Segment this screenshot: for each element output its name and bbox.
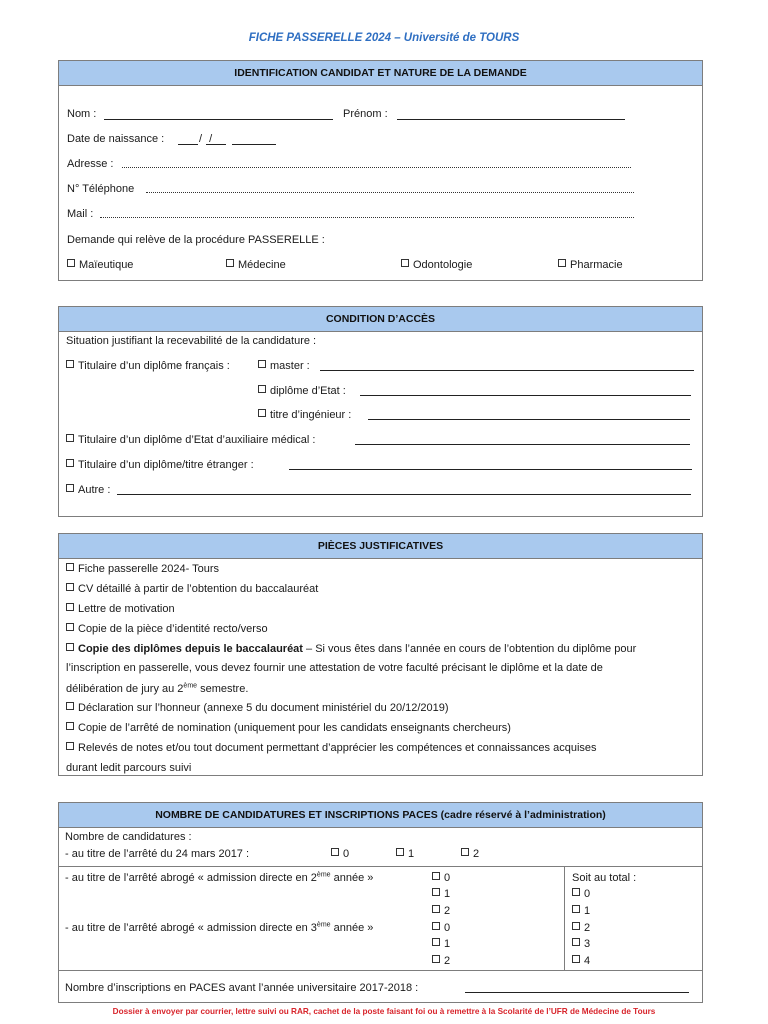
- option-maieutique[interactable]: Maïeutique: [67, 258, 133, 272]
- date-day-field[interactable]: [178, 144, 198, 145]
- master-option[interactable]: master :: [258, 359, 310, 373]
- autre-option[interactable]: Autre :: [66, 483, 110, 497]
- checkbox-icon[interactable]: [66, 434, 74, 442]
- checkbox-icon[interactable]: [66, 623, 74, 631]
- checkbox-icon[interactable]: [432, 905, 440, 913]
- piece-item[interactable]: Lettre de motivation: [66, 602, 175, 616]
- total-option-2[interactable]: 2: [572, 921, 590, 935]
- prenom-label: Prénom :: [343, 108, 388, 120]
- telephone-field[interactable]: [146, 192, 634, 193]
- piece-item[interactable]: Déclaration sur l’honneur (annexe 5 du document ministériel du 20/12/2019): [66, 701, 449, 715]
- checkbox-icon[interactable]: [432, 872, 440, 880]
- abroge-3e-label: - au titre de l’arrêté abrogé « admission directe en 3ème année »: [65, 921, 374, 934]
- section-header: CONDITION D’ACCÈS: [59, 307, 702, 332]
- checkbox-icon[interactable]: [258, 409, 266, 417]
- checkbox-icon[interactable]: [66, 603, 74, 611]
- abroge-3e-option-0[interactable]: 0: [432, 921, 450, 935]
- titre-ingenieur-field[interactable]: [368, 419, 690, 420]
- mail-field[interactable]: [100, 217, 634, 218]
- checkbox-icon[interactable]: [432, 888, 440, 896]
- abroge-2e-option-2[interactable]: 2: [432, 904, 450, 918]
- checkbox-icon[interactable]: [258, 360, 266, 368]
- checkbox-icon[interactable]: [258, 385, 266, 393]
- abroge-2e-option-0[interactable]: 0: [432, 871, 450, 885]
- nom-label: Nom :: [67, 108, 97, 120]
- checkbox-icon[interactable]: [572, 938, 580, 946]
- abroge-3e-option-2[interactable]: 2: [432, 954, 450, 968]
- checkbox-icon[interactable]: [331, 848, 339, 856]
- auxiliaire-field[interactable]: [355, 444, 690, 445]
- piece-item-diplomes-line3: délibération de jury au 2ème semestre.: [66, 682, 249, 695]
- checkbox-icon[interactable]: [432, 922, 440, 930]
- checkbox-icon[interactable]: [66, 459, 74, 467]
- telephone-label: N° Téléphone: [67, 183, 135, 195]
- date-separators: / /: [199, 133, 215, 145]
- adresse-field[interactable]: [122, 167, 631, 168]
- paces-field[interactable]: [465, 992, 689, 993]
- identification-section: [58, 60, 703, 281]
- checkbox-icon[interactable]: [66, 742, 74, 750]
- section-header: IDENTIFICATION CANDIDAT ET NATURE DE LA DEMANDE: [59, 61, 702, 86]
- diplome-etat-option[interactable]: diplôme d’Etat :: [258, 384, 346, 398]
- master-field[interactable]: [320, 370, 694, 371]
- mail-label: Mail :: [67, 208, 94, 220]
- divider: [58, 970, 703, 971]
- adresse-label: Adresse :: [67, 158, 114, 170]
- checkbox-icon[interactable]: [226, 259, 234, 267]
- total-option-4[interactable]: 4: [572, 954, 590, 968]
- arrete-2017-label: - au titre de l’arrêté du 24 mars 2017 :: [65, 848, 250, 860]
- diplome-etat-field[interactable]: [360, 395, 691, 396]
- section-header: NOMBRE DE CANDIDATURES ET INSCRIPTIONS PACES (cadre réservé à l’administration): [59, 803, 702, 828]
- diplome-francais-option[interactable]: Titulaire d’un diplôme français :: [66, 359, 230, 373]
- nom-field[interactable]: [104, 119, 333, 120]
- auxiliaire-option[interactable]: Titulaire d’un diplôme d’Etat d’auxiliaire médical :: [66, 433, 315, 447]
- piece-item[interactable]: Copie de l’arrêté de nomination (uniquement pour les candidats enseignants chercheurs): [66, 721, 511, 735]
- piece-item-line2: durant ledit parcours suivi: [66, 762, 192, 774]
- etranger-option[interactable]: Titulaire d’un diplôme/titre étranger :: [66, 458, 254, 472]
- prenom-field[interactable]: [397, 119, 625, 120]
- piece-item[interactable]: CV détaillé à partir de l’obtention du baccalauréat: [66, 582, 318, 596]
- checkbox-icon[interactable]: [66, 722, 74, 730]
- checkbox-icon[interactable]: [66, 484, 74, 492]
- option-pharmacie[interactable]: Pharmacie: [558, 258, 623, 272]
- abroge-3e-option-1[interactable]: 1: [432, 937, 450, 951]
- checkbox-icon[interactable]: [461, 848, 469, 856]
- divider: [58, 866, 703, 867]
- etranger-field[interactable]: [289, 469, 692, 470]
- checkbox-icon[interactable]: [396, 848, 404, 856]
- piece-item-diplomes[interactable]: Copie des diplômes depuis le baccalauréat – Si vous êtes dans l’année en cours de l’obtention du diplôme pour: [66, 642, 636, 656]
- total-label: Soit au total :: [572, 872, 637, 884]
- piece-item[interactable]: Fiche passerelle 2024- Tours: [66, 562, 219, 576]
- piece-item[interactable]: Copie de la pièce d’identité recto/verso: [66, 622, 268, 636]
- abroge-2e-label: - au titre de l’arrêté abrogé « admission directe en 2ème année »: [65, 871, 374, 884]
- page-title: FICHE PASSERELLE 2024 – Université de TOURS: [248, 32, 520, 44]
- option-odontologie[interactable]: Odontologie: [401, 258, 472, 272]
- option-medecine[interactable]: Médecine: [226, 258, 286, 272]
- total-option-3[interactable]: 3: [572, 937, 590, 951]
- demande-label: Demande qui relève de la procédure PASSERELLE :: [67, 234, 325, 246]
- section-header: PIÈCES JUSTIFICATIVES: [59, 534, 702, 559]
- autre-field[interactable]: [117, 494, 691, 495]
- arrete-2017-option-1[interactable]: 1: [396, 847, 414, 861]
- date-month-field[interactable]: [206, 144, 226, 145]
- checkbox-icon[interactable]: [66, 702, 74, 710]
- checkbox-icon[interactable]: [66, 563, 74, 571]
- checkbox-icon[interactable]: [572, 922, 580, 930]
- checkbox-icon[interactable]: [572, 905, 580, 913]
- checkbox-icon[interactable]: [572, 955, 580, 963]
- piece-item[interactable]: Relevés de notes et/ou tout document permettant d’apprécier les compétences et connaissances acquises: [66, 741, 597, 755]
- checkbox-icon[interactable]: [66, 643, 74, 651]
- checkbox-icon[interactable]: [401, 259, 409, 267]
- checkbox-icon[interactable]: [572, 888, 580, 896]
- nombre-label: Nombre de candidatures :: [65, 831, 192, 843]
- footer-note: Dossier à envoyer par courrier, lettre suivi ou RAR, cachet de la poste faisant foi ou à remettre à la Scolarité de l’UFR de Médecine de Tours: [112, 1007, 656, 1016]
- checkbox-icon[interactable]: [432, 938, 440, 946]
- situation-label: Situation justifiant la recevabilité de la candidature :: [66, 335, 317, 347]
- checkbox-icon[interactable]: [67, 259, 75, 267]
- titre-ingenieur-option[interactable]: titre d’ingénieur :: [258, 408, 351, 422]
- checkbox-icon[interactable]: [66, 360, 74, 368]
- piece-item-diplomes-line2: l’inscription en passerelle, vous devez fournir une attestation de votre faculté précisant le diplôme et la date de: [66, 662, 603, 674]
- date-naissance-label: Date de naissance :: [67, 133, 165, 145]
- divider: [564, 866, 565, 970]
- arrete-2017-option-2[interactable]: 2: [461, 847, 479, 861]
- checkbox-icon[interactable]: [558, 259, 566, 267]
- paces-label: Nombre d’inscriptions en PACES avant l’année universitaire 2017-2018 :: [65, 982, 419, 994]
- date-year-field[interactable]: [232, 144, 276, 145]
- checkbox-icon[interactable]: [432, 955, 440, 963]
- total-option-1[interactable]: 1: [572, 904, 590, 918]
- total-option-0[interactable]: 0: [572, 887, 590, 901]
- arrete-2017-option-0[interactable]: 0: [331, 847, 349, 861]
- checkbox-icon[interactable]: [66, 583, 74, 591]
- abroge-2e-option-1[interactable]: 1: [432, 887, 450, 901]
